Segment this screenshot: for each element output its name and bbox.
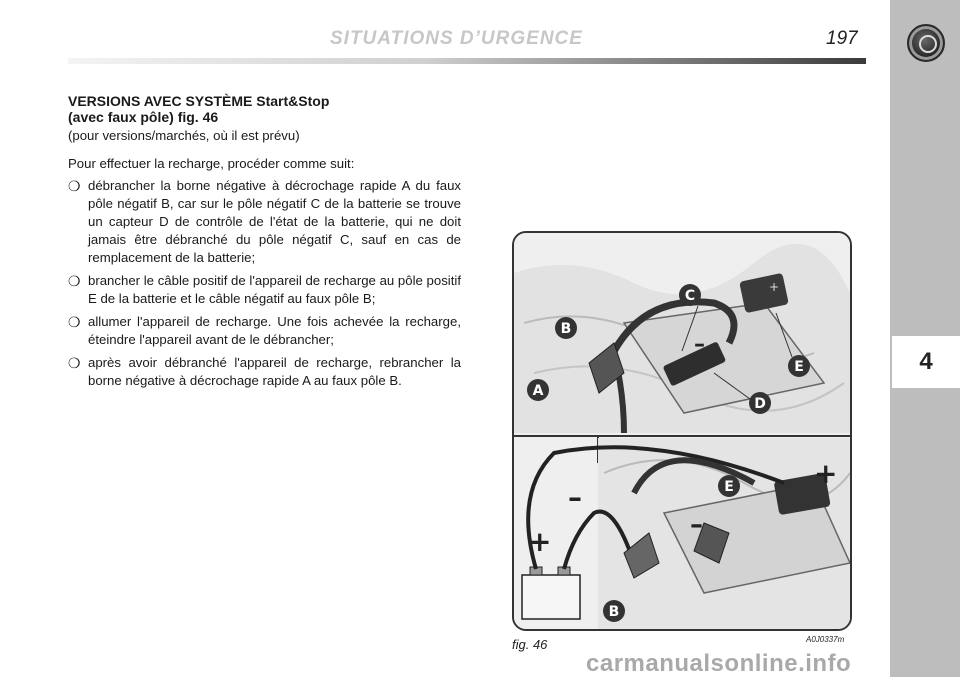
plus-sign-left: +	[528, 525, 552, 558]
chapter-number: 4	[892, 336, 960, 388]
figure-caption: fig. 46	[512, 637, 548, 652]
heading-line-2: (avec faux pôle) fig. 46	[68, 109, 219, 125]
minus-sign-left: –	[568, 481, 582, 514]
plus-sign-bottom-right: +	[814, 457, 838, 490]
bullet-circle-icon: ❍	[68, 273, 81, 289]
list-item	[68, 272, 461, 308]
section-intro: Pour effectuer la recharge, procéder comme suit:	[68, 156, 355, 171]
step-text: après avoir débranché l'appareil de recharge, rebrancher la borne négative à décrochage rapide A au faux pôle B.	[88, 355, 461, 388]
label-c: C	[684, 288, 696, 304]
bullet-circle-icon: ❍	[68, 355, 81, 371]
minus-sign-bottom: –	[690, 510, 703, 540]
figure-reference-code: A0J0337m	[806, 635, 845, 644]
header-rule	[68, 58, 866, 64]
list-item	[68, 177, 461, 267]
page-number: 197	[826, 28, 858, 49]
step-text: débrancher la borne négative à décrochage rapide A du faux pôle négatif B, car sur le pôle négatif C de la batterie se trouve un capteur D de contrôle de l'état de la batterie, qui ne doit jamais être débranché du pôle négatif C, sauf en cas de remplacement de la batterie;	[88, 178, 461, 265]
minus-sign-top: –	[694, 332, 705, 357]
page-header-title: SITUATIONS D’URGENCE	[330, 28, 583, 49]
figure-battery-illustration	[512, 231, 852, 631]
brand-logo-icon	[907, 24, 945, 62]
list-item	[68, 313, 461, 349]
svg-text:+: +	[769, 280, 780, 294]
bullet-circle-icon: ❍	[68, 178, 81, 194]
heading-line-1: VERSIONS AVEC SYSTÈME Start&Stop	[68, 93, 330, 109]
label-a: A	[532, 383, 544, 399]
section-subtitle: (pour versions/marchés, où il est prévu)	[68, 128, 300, 143]
step-text: allumer l'appareil de recharge. Une fois achevée la recharge, éteindre l'appareil avant de le débrancher;	[88, 314, 461, 347]
list-item	[68, 354, 461, 390]
label-e-bottom: E	[724, 479, 734, 495]
label-d: D	[754, 396, 766, 412]
label-e-top: E	[794, 359, 804, 375]
steps-list	[68, 177, 461, 390]
bullet-circle-icon: ❍	[68, 314, 81, 330]
section-content	[68, 93, 461, 395]
label-b-bottom: B	[608, 604, 620, 620]
step-text: brancher le câble positif de l'appareil de recharge au pôle positif E de la batterie et le câble négatif au faux pôle B;	[88, 273, 461, 306]
battery-diagram	[514, 233, 850, 629]
label-b-top: B	[560, 321, 572, 337]
site-watermark: carmanualsonline.info	[586, 650, 852, 677]
section-heading	[68, 93, 461, 125]
